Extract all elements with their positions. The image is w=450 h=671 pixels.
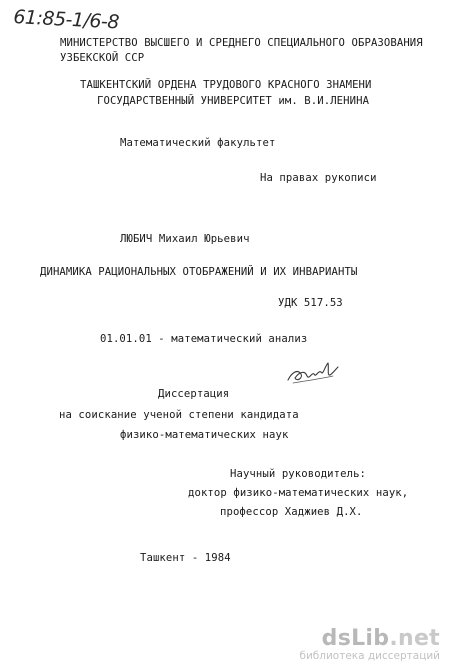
dissertation-label: Диссертация bbox=[158, 388, 230, 400]
specialty-code: 01.01.01 - математический анализ bbox=[100, 333, 308, 345]
supervisor-name: профессор Хаджиев Д.Х. bbox=[220, 506, 363, 518]
handwritten-signature bbox=[285, 354, 341, 388]
university-line-2: ГОСУДАРСТВЕННЫЙ УНИВЕРСИТЕТ им. В.И.ЛЕНИНА bbox=[97, 95, 370, 107]
ministry-line-2: УЗБЕКСКОЙ ССР bbox=[60, 52, 145, 64]
watermark-subtitle: библиотека диссертаций bbox=[299, 650, 440, 662]
dissertation-degree: на соискание ученой степени кандидата bbox=[59, 409, 299, 421]
place-year: Ташкент - 1984 bbox=[140, 552, 231, 564]
manuscript-rights: На правах рукописи bbox=[260, 172, 377, 184]
dissertation-title: ДИНАМИКА РАЦИОНАЛЬНЫХ ОТОБРАЖЕНИЙ И ИХ ИНВАРИАНТЫ bbox=[40, 266, 358, 278]
supervisor-heading: Научный руководитель: bbox=[230, 468, 367, 480]
author-name: ЛЮБИЧ Михаил Юрьевич bbox=[120, 233, 250, 245]
dissertation-field: физико-математических наук bbox=[120, 429, 289, 441]
supervisor-degree: доктор физико-математических наук, bbox=[188, 487, 409, 499]
udc-code: УДК 517.53 bbox=[278, 297, 343, 309]
faculty-name: Математический факультет bbox=[120, 137, 276, 149]
watermark-brand-suffix: .net bbox=[389, 626, 440, 651]
archive-number: 61:85-1/6-8 bbox=[12, 6, 120, 34]
watermark-brand-main: dsLib bbox=[321, 626, 390, 651]
watermark-brand bbox=[299, 628, 440, 650]
dslib-watermark bbox=[299, 628, 440, 663]
ministry-line-1: МИНИСТЕРСТВО ВЫСШЕГО И СРЕДНЕГО СПЕЦИАЛЬНОГО ОБРАЗОВАНИЯ bbox=[60, 37, 423, 49]
university-line-1: ТАШКЕНТСКИЙ ОРДЕНА ТРУДОВОГО КРАСНОГО ЗНАМЕНИ bbox=[80, 79, 372, 91]
